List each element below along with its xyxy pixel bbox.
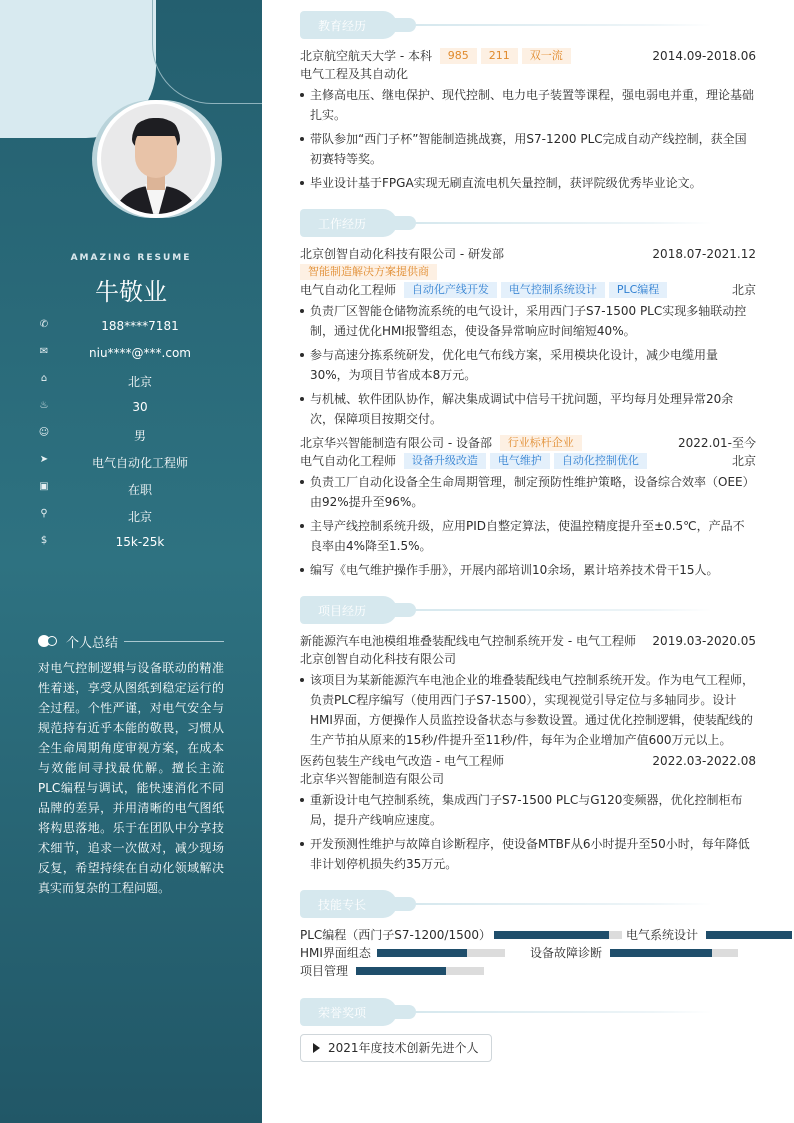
skill-name: 电气系统设计	[626, 928, 699, 942]
home-icon: ⌂	[40, 373, 48, 384]
mail-icon: ✉	[39, 346, 49, 357]
money-icon: $	[40, 535, 48, 546]
project-entry	[300, 632, 756, 750]
work-entry	[300, 245, 756, 429]
contact-info-list	[0, 318, 262, 561]
job-title: 电气自动化工程师	[300, 283, 397, 297]
briefcase-icon: ▣	[39, 481, 49, 492]
gender-icon: ☺	[38, 427, 50, 438]
skill-tag: PLC编程	[609, 282, 667, 298]
education-bullet: 主修高电压、继电保护、现代控制、电力电子装置等课程，强电弱电并重，理论基础扎实。	[300, 85, 756, 125]
school-tag: 211	[481, 48, 518, 64]
play-triangle-icon	[313, 1043, 320, 1053]
contact-text: 15k-25k	[115, 535, 165, 549]
work-date: 2022.01-至今	[678, 436, 756, 450]
education-bullet: 毕业设计基于FPGA实现无刷直流电机矢量控制，获评院级优秀毕业论文。	[300, 173, 756, 193]
contact-text: 男	[133, 429, 146, 443]
contact-text: 北京	[127, 510, 152, 524]
work-entry	[300, 434, 756, 580]
education-bullet: 带队参加“西门子杯”智能制造挑战赛，用S7-1200 PLC完成自动产线控制，获全国初赛特等奖。	[300, 129, 756, 169]
section-title: 教育经历	[318, 19, 367, 33]
summary-title: 个人总结	[66, 636, 119, 651]
contact-text: niu****@***.com	[89, 346, 191, 360]
contact-text: 在职	[127, 483, 152, 497]
skill-bar-fill	[377, 949, 467, 957]
skill-bar	[610, 949, 738, 957]
skill-name: PLC编程（西门子S7-1200/1500）	[300, 928, 492, 942]
award-text: 2021年度技术创新先进个人	[328, 1041, 479, 1055]
major: 电气工程及其自动化	[300, 67, 409, 81]
contact-row	[0, 426, 262, 453]
contact-row	[0, 372, 262, 399]
summary-text: 对电气控制逻辑与设备联动的精准性着迷，享受从图纸到稳定运行的全过程。个性严谨，对电气安全与规范持有近乎本能的敬畏，习惯从全生命周期角度审视方案，在成本与效能间寻找最优解。擅长主流PLC编程与调试，能快速消化不同品牌的差异，并用清晰的电气图纸将构思落地。乐于在团队中分享技术细节，追求一次做对，减少现场反复，希望持续在自动化领域解决真实而复杂的工程问题。	[38, 661, 224, 895]
work-bullet: 负责工厂自动化设备全生命周期管理，制定预防性维护策略，设备综合效率（OEE）由92%提升至96%。	[300, 472, 756, 512]
education-date: 2014.09-2018.06	[652, 49, 756, 63]
school-name: 北京航空航天大学 - 本科	[300, 49, 432, 63]
education-entry	[300, 47, 756, 193]
project-date: 2019.03-2020.05	[652, 634, 756, 648]
skill-bar	[356, 967, 484, 975]
work-date: 2018.07-2021.12	[652, 247, 756, 261]
skill-bar-fill	[610, 949, 712, 957]
school-tag: 双一流	[522, 48, 571, 64]
school-tag: 985	[440, 48, 477, 64]
project-bullet: 重新设计电气控制系统，集成西门子S7-1500 PLC与G120变频器，优化控制柜布局，提升产线响应速度。	[300, 790, 756, 830]
section-header-project	[300, 596, 760, 624]
corner-arc-decoration	[152, 0, 262, 104]
sidebar	[0, 0, 262, 1123]
section-title: 项目经历	[318, 604, 367, 618]
avatar	[97, 100, 215, 218]
work-city: 北京	[731, 283, 756, 297]
summary-dots-icon	[38, 635, 58, 647]
work-bullet: 编写《电气维护操作手册》，开展内部培训10余场，累计培养技术骨干15人。	[300, 560, 756, 580]
contact-row	[0, 345, 262, 372]
location-pin-icon: ⚲	[40, 508, 48, 519]
skill-name: 项目管理	[300, 964, 349, 978]
project-bullet: 该项目为某新能源汽车电池企业的堆叠装配线电气控制系统开发。作为电气工程师，负责PLC程序编写（使用西门子S7-1500），实现视觉引导定位与多轴同步。设计HMI界面，方便操作人员监控设备状态与参数设置。通过优化控制逻辑，使装配线的生产节拍从原来的15秒/件提升至11秒/件，每年为企业增加产值600万元以上。	[300, 670, 756, 750]
contact-row	[0, 453, 262, 480]
section-title: 荣誉奖项	[318, 1006, 367, 1020]
cake-icon: ♨	[39, 400, 49, 411]
work-bullet: 参与高速分拣系统研发，优化电气布线方案，采用模块化设计，减少电缆用量30%，为项目节省成本8万元。	[300, 345, 756, 385]
summary-header	[38, 632, 224, 650]
contact-row	[0, 318, 262, 345]
phone-icon: ✆	[39, 319, 49, 330]
industry-tag: 行业标杆企业	[500, 435, 582, 451]
contact-text: 电气自动化工程师	[91, 456, 188, 470]
project-company: 北京华兴智能制造有限公司	[300, 772, 445, 786]
skill-tag: 电气控制系统设计	[501, 282, 605, 298]
contact-text: 30	[132, 400, 148, 414]
skill-bar	[377, 949, 505, 957]
skill-bar-fill	[494, 931, 609, 939]
work-bullet: 主导产线控制系统升级，应用PID自整定算法，使温控精度提升至±0.5℃，产品不良率由4%降至1.5%。	[300, 516, 756, 556]
award-item	[300, 1034, 492, 1062]
skill-tag: 自动化控制优化	[554, 453, 647, 469]
job-title: 电气自动化工程师	[300, 454, 397, 468]
work-city: 北京	[731, 454, 756, 468]
section-title: 技能专长	[318, 898, 367, 912]
skill-bar-fill	[356, 967, 446, 975]
company-name: 北京创智自动化科技有限公司 - 研发部	[300, 247, 504, 261]
section-header-education	[300, 11, 760, 39]
company-name: 北京华兴智能制造有限公司 - 设备部	[300, 436, 492, 450]
project-date: 2022.03-2022.08	[652, 754, 756, 768]
contact-text: 北京	[127, 375, 152, 389]
skill-name: 设备故障诊断	[530, 946, 603, 960]
contact-text: 188****7181	[101, 319, 179, 333]
section-header-skills	[300, 890, 760, 918]
send-icon: ➤	[39, 454, 49, 465]
project-entry	[300, 752, 756, 874]
skill-tag: 电气维护	[490, 453, 550, 469]
contact-row	[0, 480, 262, 507]
contact-row	[0, 534, 262, 561]
skill-tag: 自动化产线开发	[404, 282, 497, 298]
skill-name: HMI界面组态	[300, 946, 371, 960]
work-bullet: 负责厂区智能仓储物流系统的电气设计，采用西门子S7-1500 PLC实现多轴联动控制，通过优化HMI报警组态，使设备异常响应时间缩短40%。	[300, 301, 756, 341]
contact-row	[0, 399, 262, 426]
section-header-work	[300, 209, 760, 237]
skill-bar-fill	[706, 931, 792, 939]
project-bullet: 开发预测性维护与故障自诊断程序，使设备MTBF从6小时提升至50小时，每年降低非计划停机损失约35万元。	[300, 834, 756, 874]
work-bullet: 与机械、软件团队协作，解决集成调试中信号干扰问题，平均每月处理异常20余次，保障项目按期交付。	[300, 389, 756, 429]
section-header-awards	[300, 998, 760, 1026]
project-company: 北京创智自动化科技有限公司	[300, 652, 457, 666]
project-name: 医药包装生产线电气改造 - 电气工程师	[300, 754, 504, 768]
candidate-name: 牛敬业	[95, 278, 167, 306]
industry-tag: 智能制造解决方案提供商	[300, 264, 437, 280]
resume-tagline: AMAZING RESUME	[70, 253, 192, 263]
project-name: 新能源汽车电池模组堆叠装配线电气控制系统开发 - 电气工程师	[300, 634, 636, 648]
contact-row	[0, 507, 262, 534]
skill-bar	[706, 931, 792, 939]
skill-bar	[494, 931, 622, 939]
skill-tag: 设备升级改造	[404, 453, 486, 469]
section-title: 工作经历	[318, 217, 367, 231]
